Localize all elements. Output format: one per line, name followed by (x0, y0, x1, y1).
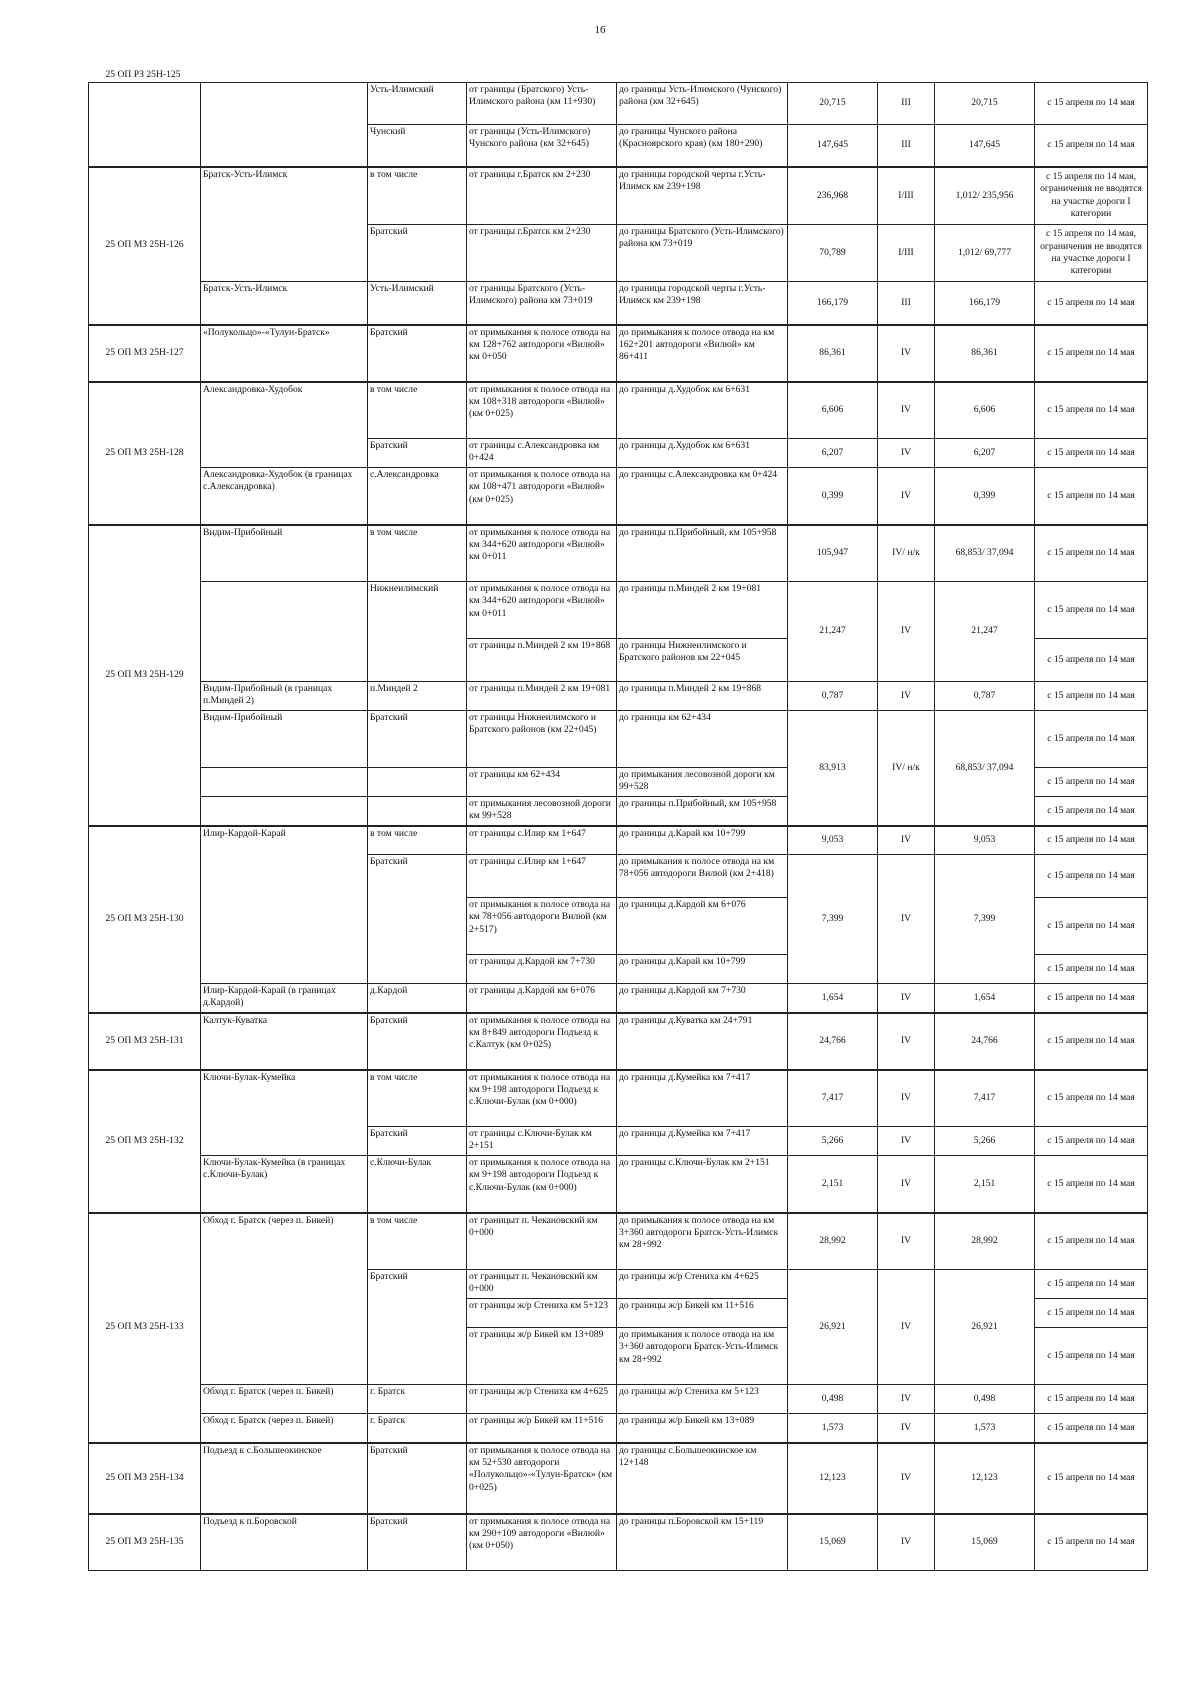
to-cell: до примыкания к полосе отвода на км 3+360 автодороги Братск-Усть-Илимск км 28+992 (617, 1328, 788, 1385)
road-name-cell: Обход г. Братск (через п. Бикей) (201, 1414, 368, 1443)
season-cell: с 15 апреля по 14 мая (1035, 682, 1148, 711)
road-name-cell: Видим-Прибойный (201, 711, 368, 768)
season-cell: с 15 апреля по 14 мая (1035, 468, 1148, 525)
table-row (89, 984, 1148, 1013)
restricted-length-cell: 0,498 (935, 1385, 1035, 1414)
from-cell: от границыт п. Чекановский км 0+000 (467, 1270, 617, 1299)
road-id-cell: 25 ОП МЗ 25Н-134 (89, 1443, 201, 1514)
season-cell: с 15 апреля по 14 мая (1035, 898, 1148, 955)
road-id-cell: 25 ОП МЗ 25Н-127 (89, 325, 201, 382)
season-cell: с 15 апреля по 14 мая (1035, 797, 1148, 826)
category-cell: IV (878, 984, 935, 1013)
to-cell: до границы ж/р Бикей км 13+089 (617, 1414, 788, 1443)
season-cell: с 15 апреля по 14 мая (1035, 711, 1148, 768)
length-cell: 6,606 (788, 382, 878, 439)
to-cell: до границы д.Кардой км 7+730 (617, 984, 788, 1013)
length-cell: 147,645 (788, 125, 878, 167)
segment-cell: Братский (368, 1013, 467, 1070)
from-cell: от границы ж/р Бикей км 11+516 (467, 1414, 617, 1443)
length-cell: 83,913 (788, 711, 878, 826)
length-cell: 0,787 (788, 682, 878, 711)
category-cell: IV (878, 439, 935, 468)
road-name-cell: Обход г. Братск (через п. Бикей) (201, 1385, 368, 1414)
season-cell: с 15 апреля по 14 мая (1035, 984, 1148, 1013)
road-name-cell: Братск-Усть-Илимск (201, 167, 368, 282)
road-id-cell: 25 ОП МЗ 25Н-126 (89, 167, 201, 325)
season-cell: с 15 апреля по 14 мая (1035, 768, 1148, 797)
season-cell: с 15 апреля по 14 мая (1035, 855, 1148, 898)
from-cell: от примыкания к полосе отвода на км 78+056 автодороги Вилюй (км 2+517) (467, 898, 617, 955)
length-cell: 1,573 (788, 1414, 878, 1443)
season-cell: с 15 апреля по 14 мая (1035, 125, 1148, 167)
segment-cell: в том числе (368, 1213, 467, 1270)
table-row (89, 1156, 1148, 1213)
from-cell: от примыкания к полосе отвода на км 9+198 автодороги Подъезд к с.Ключи-Булак (км 0+000) (467, 1070, 617, 1127)
restricted-length-cell: 68,853/ 37,094 (935, 525, 1035, 582)
segment-cell: п.Миндей 2 (368, 682, 467, 711)
from-cell: от границы с.Александровка км 0+424 (467, 439, 617, 468)
table-row (89, 1070, 1148, 1127)
to-cell: до границы п.Миндей 2 км 19+868 (617, 682, 788, 711)
road-name-cell (201, 768, 368, 797)
table-row (89, 1514, 1148, 1571)
length-cell: 9,053 (788, 826, 878, 855)
from-cell: от примыкания к полосе отвода на км 108+318 автодороги «Вилюй» (км 0+025) (467, 382, 617, 439)
category-cell: IV (878, 1270, 935, 1385)
table-row (89, 468, 1148, 525)
to-cell: до границы ж/р Стениха км 5+123 (617, 1385, 788, 1414)
season-cell: с 15 апреля по 14 мая, ограничения не вводятся на участке дороги I категории (1035, 167, 1148, 225)
table-row (89, 382, 1148, 439)
road-id-cell: 25 ОП МЗ 25Н-131 (89, 1013, 201, 1070)
restricted-length-cell: 86,361 (935, 325, 1035, 382)
table-row (89, 582, 1148, 639)
road-id-cell: 25 ОП МЗ 25Н-133 (89, 1213, 201, 1443)
from-cell: от границы с.Илир км 1+647 (467, 826, 617, 855)
to-cell: до границы Усть-Илимского (Чунского) района (км 32+645) (617, 83, 788, 125)
season-cell: с 15 апреля по 14 мая (1035, 1156, 1148, 1213)
segment-cell: д.Кардой (368, 984, 467, 1013)
road-name-cell: Подъезд к п.Боровской (201, 1514, 368, 1571)
segment-cell: Братский (368, 711, 467, 768)
season-cell: с 15 апреля по 14 мая (1035, 1270, 1148, 1299)
road-name-cell: Калтук-Куватка (201, 1013, 368, 1070)
road-name-cell: «Полукольцо»-«Тулун-Братск» (201, 325, 368, 382)
to-cell: до границы д.Худобок км 6+631 (617, 439, 788, 468)
table-row (89, 167, 1148, 225)
segment-cell: Братский (368, 325, 467, 382)
from-cell: от границы п.Миндей 2 км 19+081 (467, 682, 617, 711)
from-cell: от границы ж/р Стениха км 4+625 (467, 1385, 617, 1414)
restricted-length-cell: 21,247 (935, 582, 1035, 682)
length-cell: 28,992 (788, 1213, 878, 1270)
season-cell: с 15 апреля по 14 мая (1035, 582, 1148, 639)
to-cell: до границы с.Большеокинское км 12+148 (617, 1443, 788, 1514)
season-cell: с 15 апреля по 14 мая (1035, 955, 1148, 984)
season-cell: с 15 апреля по 14 мая (1035, 1385, 1148, 1414)
road-restrictions-table (88, 82, 1148, 1571)
table-row (89, 1443, 1148, 1514)
category-cell: IV/ н/к (878, 525, 935, 582)
to-cell: до границы с.Ключи-Булак км 2+151 (617, 1156, 788, 1213)
category-cell: IV (878, 382, 935, 439)
from-cell: от примыкания к полосе отвода на км 52+530 автодороги «Полукольцо»-«Тулун-Братск» (км 0+025) (467, 1443, 617, 1514)
from-cell: от границыт п. Чекановский км 0+000 (467, 1213, 617, 1270)
season-cell: с 15 апреля по 14 мая (1035, 639, 1148, 682)
to-cell: до границы городской черты г.Усть-Илимск км 239+198 (617, 167, 788, 225)
length-cell: 0,498 (788, 1385, 878, 1414)
restricted-length-cell: 1,654 (935, 984, 1035, 1013)
season-cell: с 15 апреля по 14 мая, ограничения не вводятся на участке дороги I категории (1035, 225, 1148, 282)
season-cell: с 15 апреля по 14 мая (1035, 525, 1148, 582)
restricted-length-cell: 12,123 (935, 1443, 1035, 1514)
length-cell: 24,766 (788, 1013, 878, 1070)
table-row (89, 682, 1148, 711)
length-cell: 86,361 (788, 325, 878, 382)
from-cell: от границы Нижнеилимского и Братского районов (км 22+045) (467, 711, 617, 768)
to-cell: до границы ж/р Бикей км 11+516 (617, 1299, 788, 1328)
length-cell: 20,715 (788, 83, 878, 125)
from-cell: от границы г.Братск км 2+230 (467, 225, 617, 282)
segment-cell: в том числе (368, 1070, 467, 1127)
season-cell: с 15 апреля по 14 мая (1035, 1328, 1148, 1385)
category-cell: III (878, 83, 935, 125)
restricted-length-cell: 20,715 (935, 83, 1035, 125)
to-cell: до границы Чунского района (Красноярского края) (км 180+290) (617, 125, 788, 167)
category-cell: IV (878, 325, 935, 382)
season-cell: с 15 апреля по 14 мая (1035, 325, 1148, 382)
table-row (89, 1414, 1148, 1443)
length-cell: 21,247 (788, 582, 878, 682)
segment-cell: Братский (368, 1514, 467, 1571)
cut-off-road-id: 25 ОП РЗ 25Н-125 (105, 69, 181, 80)
category-cell: III (878, 282, 935, 325)
length-cell: 105,947 (788, 525, 878, 582)
to-cell: до границы д.Куватка км 24+791 (617, 1013, 788, 1070)
from-cell: от границы км 62+434 (467, 768, 617, 797)
season-cell: с 15 апреля по 14 мая (1035, 282, 1148, 325)
restricted-length-cell: 147,645 (935, 125, 1035, 167)
from-cell: от примыкания к полосе отвода на км 9+198 автодороги Подъезд к с.Ключи-Булак (км 0+000) (467, 1156, 617, 1213)
from-cell: от примыкания к полосе отвода на км 344+620 автодороги «Вилюй» км 0+011 (467, 525, 617, 582)
segment-cell: Чунский (368, 125, 467, 167)
road-name-cell: Видим-Прибойный (201, 525, 368, 582)
from-cell: от примыкания к полосе отвода на км 128+762 автодороги «Вилюй» км 0+050 (467, 325, 617, 382)
length-cell: 6,207 (788, 439, 878, 468)
road-name-cell: Александровка-Худобок (201, 382, 368, 468)
length-cell: 7,399 (788, 855, 878, 984)
length-cell: 15,069 (788, 1514, 878, 1571)
restricted-length-cell: 24,766 (935, 1013, 1035, 1070)
page-number: 16 (594, 24, 606, 36)
restricted-length-cell: 1,012/ 235,956 (935, 167, 1035, 225)
to-cell: до границы Нижнеилимского и Братского районов км 22+045 (617, 639, 788, 682)
segment-cell: г. Братск (368, 1414, 467, 1443)
segment-cell: в том числе (368, 167, 467, 225)
restricted-length-cell: 166,179 (935, 282, 1035, 325)
to-cell: до примыкания к полосе отвода на км 3+360 автодороги Братск-Усть-Илимск км 28+992 (617, 1213, 788, 1270)
length-cell: 26,921 (788, 1270, 878, 1385)
road-name-cell: Ключи-Булак-Кумейка (в границах с.Ключи-Булак) (201, 1156, 368, 1213)
restricted-length-cell: 1,573 (935, 1414, 1035, 1443)
length-cell: 70,789 (788, 225, 878, 282)
season-cell: с 15 апреля по 14 мая (1035, 1443, 1148, 1514)
from-cell: от границы г.Братск км 2+230 (467, 167, 617, 225)
restricted-length-cell: 6,606 (935, 382, 1035, 439)
segment-cell: Братский (368, 1443, 467, 1514)
segment-cell: г. Братск (368, 1385, 467, 1414)
category-cell: IV (878, 682, 935, 711)
to-cell: до границы д.Кумейка км 7+417 (617, 1070, 788, 1127)
from-cell: от границы с.Ключи-Булак км 2+151 (467, 1127, 617, 1156)
road-name-cell: Ключи-Булак-Кумейка (201, 1070, 368, 1156)
segment-cell: Братский (368, 1127, 467, 1156)
table-row (89, 711, 1148, 768)
restricted-length-cell: 68,853/ 37,094 (935, 711, 1035, 826)
segment-cell (368, 797, 467, 826)
season-cell: с 15 апреля по 14 мая (1035, 1299, 1148, 1328)
season-cell: с 15 апреля по 14 мая (1035, 1213, 1148, 1270)
to-cell: до границы п.Прибойный, км 105+958 (617, 797, 788, 826)
to-cell: до границы п.Миндей 2 км 19+081 (617, 582, 788, 639)
season-cell: с 15 апреля по 14 мая (1035, 1070, 1148, 1127)
table-row (89, 325, 1148, 382)
category-cell: I/III (878, 225, 935, 282)
category-cell: IV (878, 1013, 935, 1070)
category-cell: IV (878, 1070, 935, 1127)
from-cell: от примыкания к полосе отвода на км 8+849 автодороги Подъезд к с.Калтук (км 0+025) (467, 1013, 617, 1070)
to-cell: до границы п.Прибойный, км 105+958 (617, 525, 788, 582)
road-name-cell: Подъезд к с.Большеокинское (201, 1443, 368, 1514)
to-cell: до границы д.Карай км 10+799 (617, 826, 788, 855)
from-cell: от границы с.Илир км 1+647 (467, 855, 617, 898)
category-cell: IV (878, 855, 935, 984)
road-name-cell (201, 83, 368, 167)
from-cell: от примыкания к полосе отвода на км 290+109 автодороги «Вилюй» (км 0+050) (467, 1514, 617, 1571)
segment-cell (368, 768, 467, 797)
segment-cell: Братский (368, 225, 467, 282)
table-row (89, 282, 1148, 325)
to-cell: до границы км 62+434 (617, 711, 788, 768)
restricted-length-cell: 7,417 (935, 1070, 1035, 1127)
table-row (89, 826, 1148, 855)
to-cell: до границы с.Александровка км 0+424 (617, 468, 788, 525)
road-id-cell: 25 ОП МЗ 25Н-128 (89, 382, 201, 525)
season-cell: с 15 апреля по 14 мая (1035, 1414, 1148, 1443)
category-cell: IV (878, 1127, 935, 1156)
restricted-length-cell: 6,207 (935, 439, 1035, 468)
segment-cell: Усть-Илимский (368, 83, 467, 125)
category-cell: IV (878, 1414, 935, 1443)
season-cell: с 15 апреля по 14 мая (1035, 439, 1148, 468)
from-cell: от границы (Братского) Усть-Илимского района (км 11+930) (467, 83, 617, 125)
length-cell: 236,968 (788, 167, 878, 225)
length-cell: 1,654 (788, 984, 878, 1013)
road-name-cell (201, 797, 368, 826)
table-row (89, 1385, 1148, 1414)
to-cell: до границы д.Кумейка км 7+417 (617, 1127, 788, 1156)
season-cell: с 15 апреля по 14 мая (1035, 83, 1148, 125)
to-cell: до границы городской черты г.Усть-Илимск км 239+198 (617, 282, 788, 325)
season-cell: с 15 апреля по 14 мая (1035, 1013, 1148, 1070)
to-cell: до границы д.Карай км 10+799 (617, 955, 788, 984)
category-cell: IV (878, 826, 935, 855)
category-cell: I/III (878, 167, 935, 225)
road-name-cell: Александровка-Худобок (в границах с.Александровка) (201, 468, 368, 525)
from-cell: от границы ж/р Бикей км 13+089 (467, 1328, 617, 1385)
category-cell: IV (878, 1443, 935, 1514)
to-cell: до примыкания к полосе отвода на км 162+201 автодороги «Вилюй» км 86+411 (617, 325, 788, 382)
from-cell: от границы д.Кардой км 7+730 (467, 955, 617, 984)
length-cell: 2,151 (788, 1156, 878, 1213)
from-cell: от границы ж/р Стениха км 5+123 (467, 1299, 617, 1328)
road-id-cell (89, 83, 201, 167)
segment-cell: Усть-Илимский (368, 282, 467, 325)
from-cell: от примыкания лесовозной дороги км 99+528 (467, 797, 617, 826)
length-cell: 7,417 (788, 1070, 878, 1127)
segment-cell: в том числе (368, 525, 467, 582)
restricted-length-cell: 0,399 (935, 468, 1035, 525)
road-name-cell: Обход г. Братск (через п. Бикей) (201, 1213, 368, 1385)
restricted-length-cell: 1,012/ 69,777 (935, 225, 1035, 282)
restricted-length-cell: 2,151 (935, 1156, 1035, 1213)
category-cell: IV (878, 1213, 935, 1270)
restricted-length-cell: 0,787 (935, 682, 1035, 711)
road-id-cell: 25 ОП МЗ 25Н-132 (89, 1070, 201, 1213)
segment-cell: Братский (368, 855, 467, 984)
segment-cell: Братский (368, 1270, 467, 1385)
segment-cell: Нижнеилимский (368, 582, 467, 682)
restricted-length-cell: 15,069 (935, 1514, 1035, 1571)
season-cell: с 15 апреля по 14 мая (1035, 382, 1148, 439)
table-row (89, 1013, 1148, 1070)
from-cell: от примыкания к полосе отвода на км 108+471 автодороги «Вилюй» (км 0+025) (467, 468, 617, 525)
road-id-cell: 25 ОП МЗ 25Н-130 (89, 826, 201, 1013)
to-cell: до границы ж/р Стениха км 4+625 (617, 1270, 788, 1299)
category-cell: IV (878, 582, 935, 682)
season-cell: с 15 апреля по 14 мая (1035, 826, 1148, 855)
table-row (89, 83, 1148, 125)
category-cell: IV/ н/к (878, 711, 935, 826)
from-cell: от границы Братского (Усть-Илимского) района км 73+019 (467, 282, 617, 325)
restricted-length-cell: 9,053 (935, 826, 1035, 855)
road-name-cell: Илир-Кардой-Карай (201, 826, 368, 984)
table-row (89, 525, 1148, 582)
category-cell: IV (878, 1156, 935, 1213)
category-cell: III (878, 125, 935, 167)
from-cell: от примыкания к полосе отвода на км 344+620 автодороги «Вилюй» км 0+011 (467, 582, 617, 639)
to-cell: до примыкания лесовозной дороги км 99+528 (617, 768, 788, 797)
category-cell: IV (878, 468, 935, 525)
from-cell: от границы д.Кардой км 6+076 (467, 984, 617, 1013)
to-cell: до границы д.Кардой км 6+076 (617, 898, 788, 955)
restricted-length-cell: 7,399 (935, 855, 1035, 984)
to-cell: до примыкания к полосе отвода на км 78+056 автодороги Вилюй (км 2+418) (617, 855, 788, 898)
from-cell: от границы (Усть-Илимского) Чунского района (км 32+645) (467, 125, 617, 167)
category-cell: IV (878, 1385, 935, 1414)
road-id-cell: 25 ОП МЗ 25Н-135 (89, 1514, 201, 1571)
segment-cell: с.Александровка (368, 468, 467, 525)
road-name-cell: Илир-Кардой-Карай (в границах д.Кардой) (201, 984, 368, 1013)
from-cell: от границы п.Миндей 2 км 19+868 (467, 639, 617, 682)
road-name-cell (201, 582, 368, 682)
segment-cell: в том числе (368, 826, 467, 855)
season-cell: с 15 апреля по 14 мая (1035, 1514, 1148, 1571)
table-row (89, 1213, 1148, 1270)
road-name-cell: Видим-Прибойный (в границах п.Миндей 2) (201, 682, 368, 711)
road-id-cell: 25 ОП МЗ 25Н-129 (89, 525, 201, 826)
season-cell: с 15 апреля по 14 мая (1035, 1127, 1148, 1156)
to-cell: до границы Братского (Усть-Илимского) района км 73+019 (617, 225, 788, 282)
segment-cell: Братский (368, 439, 467, 468)
segment-cell: в том числе (368, 382, 467, 439)
length-cell: 5,266 (788, 1127, 878, 1156)
restricted-length-cell: 26,921 (935, 1270, 1035, 1385)
category-cell: IV (878, 1514, 935, 1571)
restricted-length-cell: 28,992 (935, 1213, 1035, 1270)
segment-cell: с.Ключи-Булак (368, 1156, 467, 1213)
length-cell: 166,179 (788, 282, 878, 325)
length-cell: 12,123 (788, 1443, 878, 1514)
to-cell: до границы д.Худобок км 6+631 (617, 382, 788, 439)
length-cell: 0,399 (788, 468, 878, 525)
restricted-length-cell: 5,266 (935, 1127, 1035, 1156)
road-name-cell: Братск-Усть-Илимск (201, 282, 368, 325)
to-cell: до границы п.Боровской км 15+119 (617, 1514, 788, 1571)
